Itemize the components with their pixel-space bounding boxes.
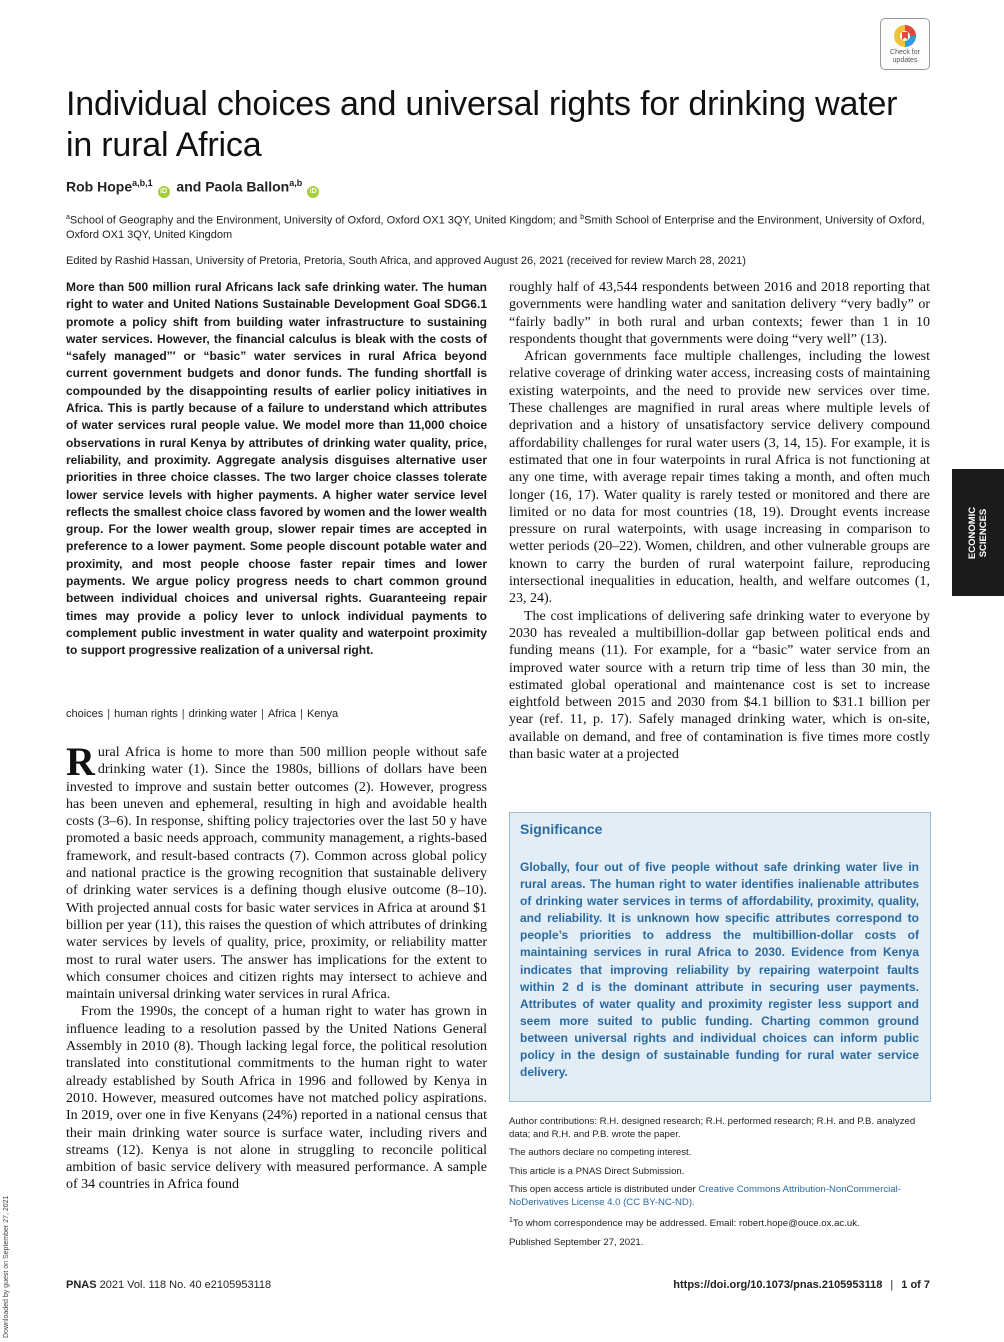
significance-heading: Significance [520, 821, 603, 837]
citation-text: 2021 Vol. 118 No. 40 e2105953118 [99, 1279, 272, 1291]
body-paragraph: African governments face multiple challenges, including the lowest relative coverage of drinking water access, increasing costs of maintaining existing waterpoints, and the need to provide new services over time. These challenges are magnified in rural areas where multiple levels of deprivation and a history of unsatisfactory service delivery compound affordability challenges for rural water users (3, 14, 15). For example, it is estimated that one in four waterpoints in rural Africa is not functioning at any one time, with average repair times taking a month, and often much longer (16, 17). Water quality is rarely tested or monitored and there are limited or no data for most countries (18, 19). Drought events increase pressure on rural waterpoints, with usage increasing in comparison to wetter periods (20–22). Women, children, and other vulnerable groups are known to carry the burden of rural waterpoint failure, reproducing intersectional inequalities in education, health, and welfare outcomes (1, 23, 24). [509, 349, 930, 607]
section-tab-line: SCIENCES [978, 508, 989, 557]
body-paragraph: From the 1990s, the concept of a human right to water has grown in influence leading to a resolution passed by the United Nations General Assembly in 2010 (8). Though lacking legal force, the political resolution translated into constitutional commitments to the human right to water already established by South Africa in 1996 and followed by Kenya in 2010. However, measured outcomes have not matched policy aspirations. In 2019, over one in five Kenyans (24%) reported in a national census that their main drinking water source is surface water, including rivers and streams (12). Kenya is not alone in struggling to reconcile political ambition of basic service delivery with measured performance. A sample of 34 countries in Africa found [66, 1004, 487, 1193]
check-for-updates-badge[interactable] [880, 18, 930, 70]
orcid-icon[interactable]: iD [158, 186, 170, 198]
abstract: More than 500 million rural Africans lack safe drinking water. The human right to water and United Nations Sustainable Development Goal SDG6.1 promote a policy shift from building water infrastructure to sustaining water services. However, the financial calculus is bleak with the costs of “safely managed”′ or “basic” water services in rural Africa beyond current government budgets and donor funds. The funding shortfall is compounded by the disappointing results of earlier policy initiatives in Africa. This is partly because of a failure to understand which attributes of water services rural people value. We model more than 11,000 choice observations in rural Kenya by attributes of drinking water quality, price, reliability, and proximity. Aggregate analysis disguises alternative user priorities in three choice classes. The two larger choice classes tolerate lower service levels with higher payments. A higher water service level reflects the smallest choice class favored by women and the lower wealth group. For the lower wealth group, slower repair times are accepted in preference to a lower payment. Some people discount potable water and proximity, and most people choose faster repair times and lower payments. We argue policy progress needs to chart common ground between individual choices and universal rights. Guaranteeing repair times may provide a policy lever to unlock individual payments to complement public investment in water quality and waterpoint proximity to support progressive realization of a universal right. [66, 280, 487, 658]
footer-doi [673, 1279, 930, 1291]
direct-submission: This article is a PNAS Direct Submission. [509, 1165, 685, 1177]
author-affil-sup: a,b,1 [132, 178, 153, 188]
author-affil-sup: a,b [289, 178, 303, 188]
body-paragraph: The cost implications of delivering safe drinking water to everyone by 2030 has revealed a multibillion-dollar gap between political ends and funding means (11). For example, for a “basic” water service from an improved water source with a return trip time of less than 30 min, the estimated global operational and maintenance cost is set to increase eightfold between 2015 and 2030 from $4.1 billion to $31.1 billion per year (ref. 11, p. 17). Safely managed drinking water, which is on-site, available on demand, and free of contamination is five times more costly than basic water at a projected [509, 608, 930, 763]
keyword-separator: | [300, 708, 303, 720]
competing-interest: The authors declare no competing interest. [509, 1147, 692, 1158]
keyword[interactable]: human rights [114, 708, 178, 720]
check-updates-icon [892, 23, 918, 49]
author-contributions: Author contributions: R.H. designed research; R.H. performed research; R.H. and P.B. analyzed data; and R.H. and P.B. wrote the paper. [509, 1116, 916, 1140]
footer-citation [66, 1279, 271, 1291]
updates-label: updates [892, 57, 918, 64]
article-title: Individual choices and universal rights for drinking water in rural Africa [66, 85, 898, 164]
keyword[interactable]: drinking water [188, 708, 258, 720]
keyword[interactable]: Kenya [306, 708, 339, 720]
affil-sup-b: b [580, 214, 585, 221]
keyword-separator: | [107, 708, 111, 720]
author-line [66, 178, 322, 198]
keyword-separator: | [261, 708, 264, 720]
author-conjunction: and [176, 178, 202, 195]
affil-b: Smith School of Enterprise and the Environment, University of Oxford, Oxford OX1 3QY, United Kingdom [66, 214, 925, 241]
correspondence [509, 1215, 931, 1231]
editor-note: Edited by Rashid Hassan, University of Pretoria, Pretoria, South Africa, and approved August 26, 2021 (received for review March 28, 2021) [66, 255, 746, 267]
orcid-icon[interactable]: iD [307, 186, 319, 198]
keyword[interactable]: choices [66, 708, 104, 720]
article-notes [509, 1116, 931, 1255]
published-date: Published September 27, 2021. [509, 1236, 644, 1248]
affiliations [66, 211, 936, 242]
section-tab-label [967, 506, 989, 558]
footer-separator: | [890, 1279, 894, 1291]
body-column-right [509, 279, 930, 763]
significance-box [509, 812, 931, 1102]
affil-a: School of Geography and the Environment, University of Oxford, Oxford OX1 3QY, United Kingdom; and [69, 214, 581, 227]
open-access-note [509, 1184, 931, 1209]
doi-link[interactable]: https://doi.org/10.1073/pnas.2105953118 [673, 1279, 883, 1291]
body-paragraph: roughly half of 43,544 respondents between 2016 and 2018 reporting that governments were handling water and sanitation delivery “very badly” or “fairly badly” in both rural and urban contexts; fewer than 1 in 10 respondents thought that governments were doing “very well” (13). [509, 280, 930, 347]
affil-sup-a: a [66, 214, 70, 221]
page-number: 1 of 7 [901, 1279, 930, 1291]
journal-name: PNAS [66, 1279, 97, 1291]
section-tab [952, 469, 1004, 596]
section-tab-line: ECONOMIC [967, 506, 978, 559]
keywords [66, 708, 487, 720]
open-access-text: This open access article is distributed under [509, 1184, 699, 1195]
author-name: Paola Ballon [205, 178, 290, 195]
body-text: ural Africa is home to more than 500 million people without safe drinking water (1). Since the 1980s, billions of dollars have been invested to improve and sustain better outcomes (2). However, progress has been uneven and ephemeral, resulting in high and avoidable health costs (3–6). In response, shifting policy trajectories over the last 50 y have promoted a basic needs approach, community management, a rights-based framework, and result-based contracts (7). Common across global policy and national practice is the growing recognition that sustainable delivery of drinking water services is a defining though elusive outcome (8–10). With projected annual costs for basic water services in Africa at around $1 billion per year (11), this raises the question of which attributes of drinking water services by levels of quality, price, proximity, or reliability matter most to rural water users. The answer has implications for the extent to which consumer choices and citizen rights may intersect to achieve and maintain universal drinking water services in rural Africa. [66, 745, 487, 1003]
correspondence-sup: 1 [509, 1217, 513, 1224]
download-note: Downloaded by guest on September 27, 2021 [3, 1195, 10, 1338]
body-paragraph [66, 739, 487, 1003]
drop-cap: R [66, 739, 95, 784]
significance-text: Globally, four out of five people without safe drinking water live in rural areas. The human right to water identifies inalienable attributes of drinking water services in terms of affordability, proximity, quality, and reliability. It is unknown how specific attributes correspond to people’s priorities to address the multibillion-dollar costs of maintaining services in rural Africa to 2030. Evidence from Kenya indicates that improving reliability by repairing waterpoint faults within 2 d is the dominant attribute in securing user payments. Attributes of water quality and proximity register less support and seem more suited to public funding. Charting common ground between universal rights and individual choices can inform public policy in the design of sustainable funding for rural water service delivery. [520, 860, 919, 1080]
keyword-separator: | [181, 708, 185, 720]
body-column-left [66, 739, 487, 1194]
correspondence-text: To whom correspondence may be addressed. Email: robert.hope@ouce.ox.ac.uk. [512, 1218, 860, 1230]
keyword[interactable]: Africa [267, 708, 297, 720]
check-for-label: Check for [890, 49, 920, 56]
license-link[interactable]: Creative Commons Attribution-NonCommercial-NoDerivatives License 4.0 (CC BY-NC-ND). [509, 1184, 901, 1208]
author-name: Rob Hope [66, 178, 133, 195]
